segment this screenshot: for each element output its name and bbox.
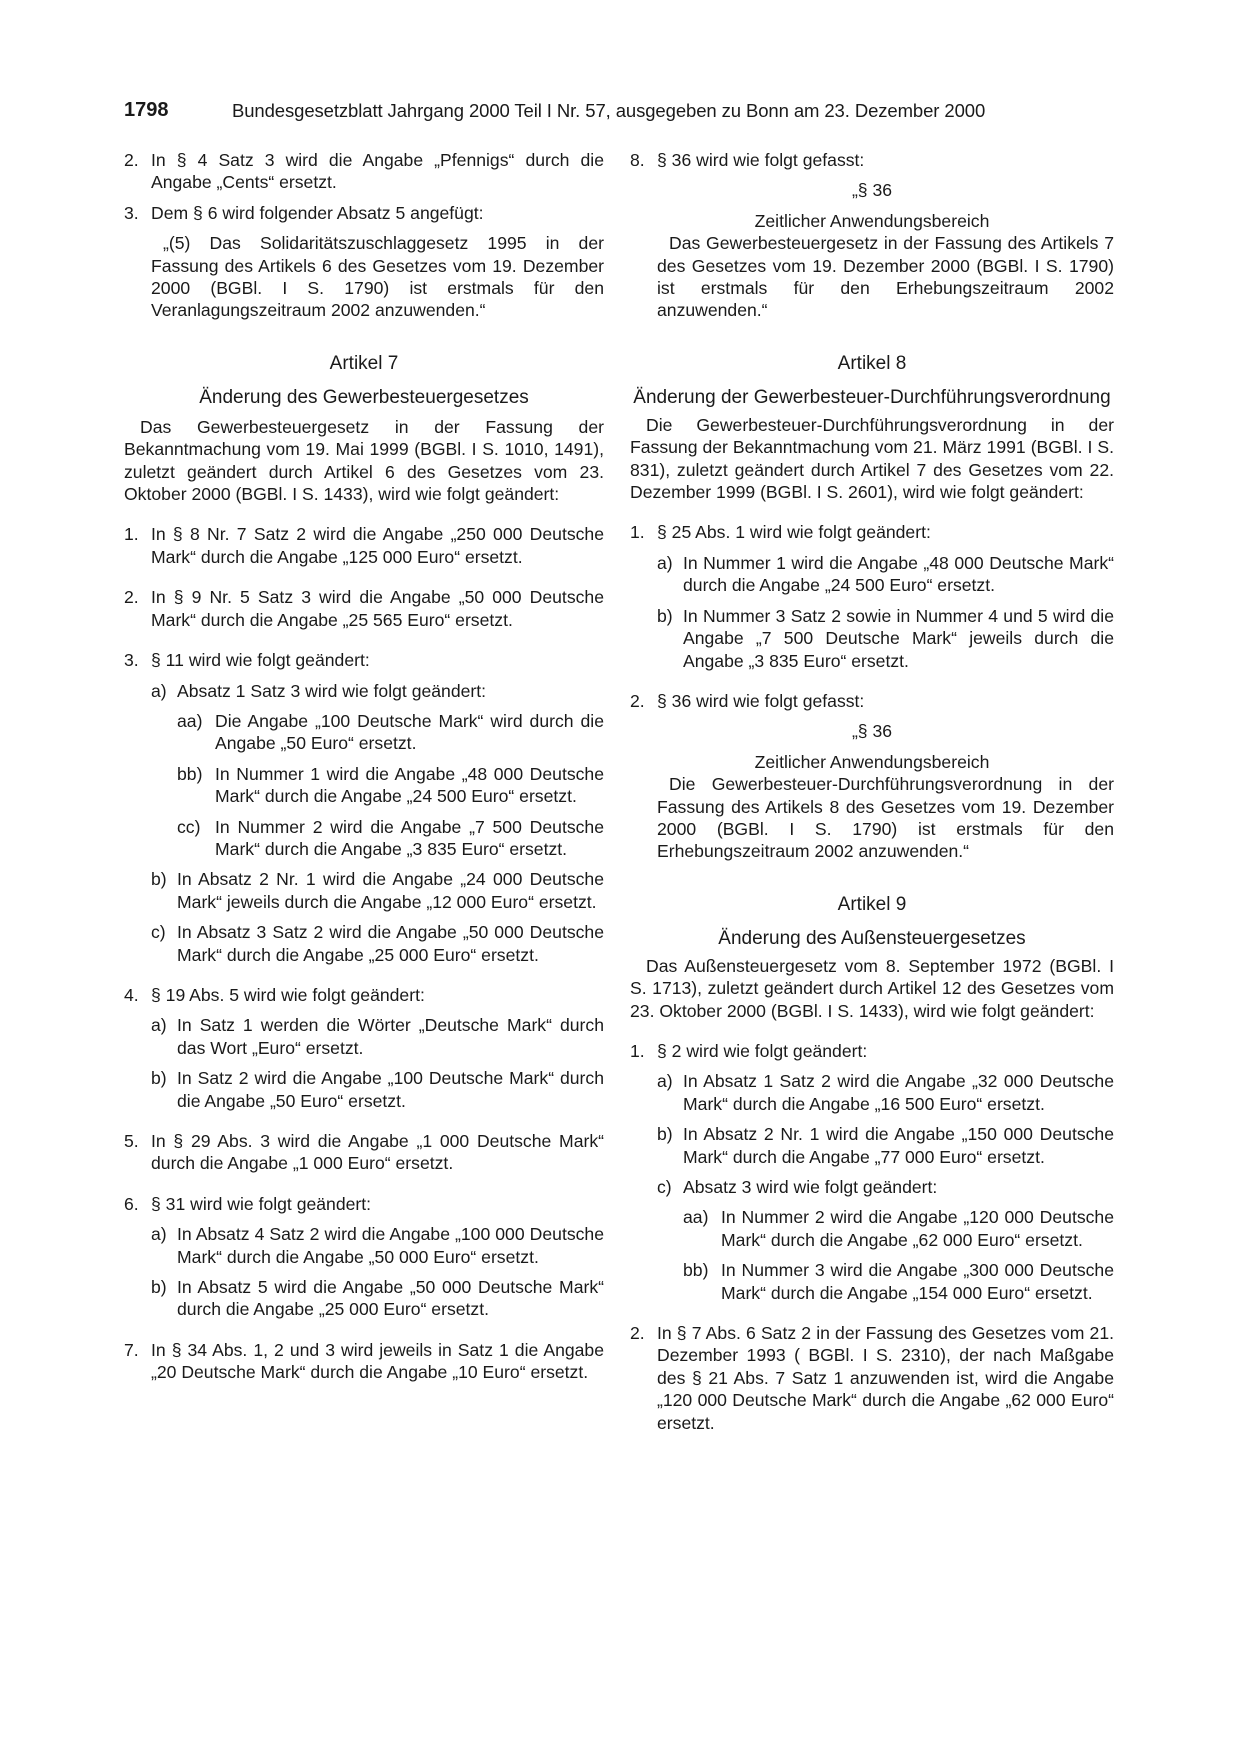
list-item: 5. In § 29 Abs. 3 wird die Angabe „1 000 Deutsche Mark“ durch die Angabe „1 000 Euro“ ersetzt. — [124, 1131, 604, 1174]
article-heading: Änderung des Außensteuergesetzes — [718, 927, 1026, 949]
left-column — [124, 149, 604, 1384]
list-subitem: a) Absatz 1 Satz 3 wird wie folgt geändert: — [151, 680, 487, 701]
page-header — [124, 99, 1124, 129]
article-intro: Das Gewerbesteuergesetz in der Fassung der Bekanntmachung vom 19. Mai 1999 (BGBl. I S. 1010, 1491), zuletzt geändert durch Artikel 6 des Gesetzes vom 23. Oktober 2000 (BGBl. I S. 1433), wird wie folgt geändert: — [124, 416, 604, 505]
list-item: 1. In § 8 Nr. 7 Satz 2 wird die Angabe „250 000 Deutsche Mark“ durch die Angabe „125 000 Euro“ ersetzt. — [124, 524, 604, 567]
list-item: 8. § 36 wird wie folgt gefasst: — [630, 150, 865, 170]
list-subsubitem: bb) In Nummer 3 wird die Angabe „300 000 Deutsche Mark“ durch die Angabe „154 000 Euro“ ersetzt. — [683, 1260, 1114, 1303]
list-item: 1. § 25 Abs. 1 wird wie folgt geändert: — [630, 522, 931, 543]
list-subitem: a) In Absatz 4 Satz 2 wird die Angabe „100 000 Deutsche Mark“ durch die Angabe „50 000 Euro“ ersetzt. — [151, 1224, 604, 1267]
list-item: 6. § 31 wird wie folgt geändert: — [124, 1193, 372, 1214]
list-item: 3. § 11 wird wie folgt geändert: — [124, 650, 370, 671]
article-title: Artikel 8 — [837, 352, 907, 374]
section-number: „§ 36 — [851, 721, 893, 742]
list-subitem: a) In Satz 1 werden die Wörter „Deutsche Mark“ durch das Wort „Euro“ ersetzt. — [151, 1015, 604, 1058]
page-number: 1798 — [124, 99, 169, 121]
list-subitem: a) In Absatz 1 Satz 2 wird die Angabe „32 000 Deutsche Mark“ durch die Angabe „16 500 Euro“ ersetzt. — [657, 1071, 1114, 1114]
article-intro: Die Gewerbesteuer-Durchführungsverordnung in der Fassung der Bekanntmachung vom 21. März 1991 (BGBl. I S. 831), zuletzt geändert durch Artikel 7 des Gesetzes vom 22. Dezember 1999 (BGBl. I S. 2601), wird wie folgt geändert: — [630, 414, 1114, 503]
article-title: Artikel 9 — [837, 893, 907, 915]
list-item: 2. In § 4 Satz 3 wird die Angabe „Pfennigs“ durch die Angabe „Cents“ ersetzt. — [124, 150, 604, 193]
list-item: 2. In § 7 Abs. 6 Satz 2 in der Fassung des Gesetzes vom 21. Dezember 1993 ( BGBl. I S. 2310), der nach Maßgabe des § 21 Abs. 7 Satz 1 anzuwenden ist, wird die Angabe „120 000 Deutsche Mark“ durch die Angabe „62 000 Euro“ ersetzt. — [630, 1323, 1114, 1433]
list-subsubitem: cc) In Nummer 2 wird die Angabe „7 500 Deutsche Mark“ durch die Angabe „3 835 Euro“ ersetzt. — [177, 816, 604, 859]
list-subsubitem: aa) In Nummer 2 wird die Angabe „120 000 Deutsche Mark“ durch die Angabe „62 000 Euro“ ersetzt. — [683, 1207, 1114, 1250]
list-item: 3. Dem § 6 wird folgender Absatz 5 angefügt: — [124, 202, 484, 223]
list-item: 4. § 19 Abs. 5 wird wie folgt geändert: — [124, 984, 425, 1005]
section-number: „§ 36 — [851, 180, 893, 201]
list-subitem: c) Absatz 3 wird wie folgt geändert: — [657, 1177, 938, 1197]
list-subitem: c) In Absatz 3 Satz 2 wird die Angabe „50 000 Deutsche Mark“ durch die Angabe „25 000 Euro“ ersetzt. — [151, 922, 604, 965]
list-subitem: b) In Nummer 3 Satz 2 sowie in Nummer 4 und 5 wird die Angabe „7 500 Deutsche Mark“ jeweils durch die Angabe „3 835 Euro“ ersetzt. — [657, 605, 1114, 671]
section-heading: Zeitlicher Anwendungsbereich — [754, 751, 990, 772]
list-subsubitem: bb) In Nummer 1 wird die Angabe „48 000 Deutsche Mark“ durch die Angabe „24 500 Euro“ ersetzt. — [177, 763, 604, 807]
list-subsubitem: aa) Die Angabe „100 Deutsche Mark“ wird durch die Angabe „50 Euro“ ersetzt. — [177, 710, 604, 754]
quoted-amendment: „(5) Das Solidaritätszuschlaggesetz 1995 in der Fassung des Artikels 6 des Gesetzes vom 19. Dezember 2000 (BGBl. I S. 1790) ist erstmals für den Veranlagungszeitraum 2002 anzuwenden.“ — [151, 233, 604, 321]
list-item: 1. § 2 wird wie folgt geändert: — [630, 1040, 868, 1061]
list-item: 2. § 36 wird wie folgt gefasst: — [630, 690, 865, 711]
article-heading: Änderung der Gewerbesteuer-Durchführungsverordnung — [633, 386, 1111, 408]
gazette-header-title: Bundesgesetzblatt Jahrgang 2000 Teil I Nr. 57, ausgegeben zu Bonn am 23. Dezember 2000 — [232, 100, 986, 121]
article-heading: Änderung des Gewerbesteuergesetzes — [199, 386, 529, 408]
list-item: 7. In § 34 Abs. 1, 2 und 3 wird jeweils in Satz 1 die Angabe „20 Deutsche Mark“ durch die Angabe „10 Euro“ ersetzt. — [124, 1339, 604, 1383]
list-item: 2. In § 9 Nr. 5 Satz 3 wird die Angabe „50 000 Deutsche Mark“ durch die Angabe „25 565 Euro“ ersetzt. — [124, 587, 604, 630]
list-subitem: b) In Absatz 5 wird die Angabe „50 000 Deutsche Mark“ durch die Angabe „25 000 Euro“ ersetzt. — [151, 1277, 604, 1320]
article-title: Artikel 7 — [329, 352, 399, 374]
list-subitem: a) In Nummer 1 wird die Angabe „48 000 Deutsche Mark“ durch die Angabe „24 500 Euro“ ersetzt. — [657, 552, 1114, 596]
right-column — [630, 149, 1114, 1434]
section-heading: Zeitlicher Anwendungsbereich — [754, 210, 990, 231]
article-intro: Das Außensteuergesetz vom 8. September 1972 (BGBl. I S. 1713), zuletzt geändert durch Artikel 12 des Gesetzes vom 23. Oktober 2000 (BGBl. I S. 1433), wird wie folgt geändert: — [630, 955, 1114, 1021]
quoted-amendment: Die Gewerbesteuer-Durchführungsverordnung in der Fassung des Artikels 8 des Gesetzes vom 19. Dezember 2000 (BGBl. I S. 1790) ist erstmals für den Erhebungszeitraum 2002 anzuwenden.“ — [657, 774, 1114, 862]
list-subitem: b) In Absatz 2 Nr. 1 wird die Angabe „24 000 Deutsche Mark“ jeweils durch die Angabe „12 000 Euro“ ersetzt. — [151, 869, 604, 912]
list-subitem: b) In Absatz 2 Nr. 1 wird die Angabe „150 000 Deutsche Mark“ durch die Angabe „77 000 Euro“ ersetzt. — [657, 1124, 1114, 1167]
list-subitem: b) In Satz 2 wird die Angabe „100 Deutsche Mark“ durch die Angabe „50 Euro“ ersetzt. — [151, 1068, 604, 1111]
quoted-amendment: Das Gewerbesteuergesetz in der Fassung des Artikels 7 des Gesetzes vom 19. Dezember 2000 (BGBl. I S. 1790) ist erstmals für den Erhebungszeitraum 2002 anzuwenden.“ — [657, 233, 1114, 321]
